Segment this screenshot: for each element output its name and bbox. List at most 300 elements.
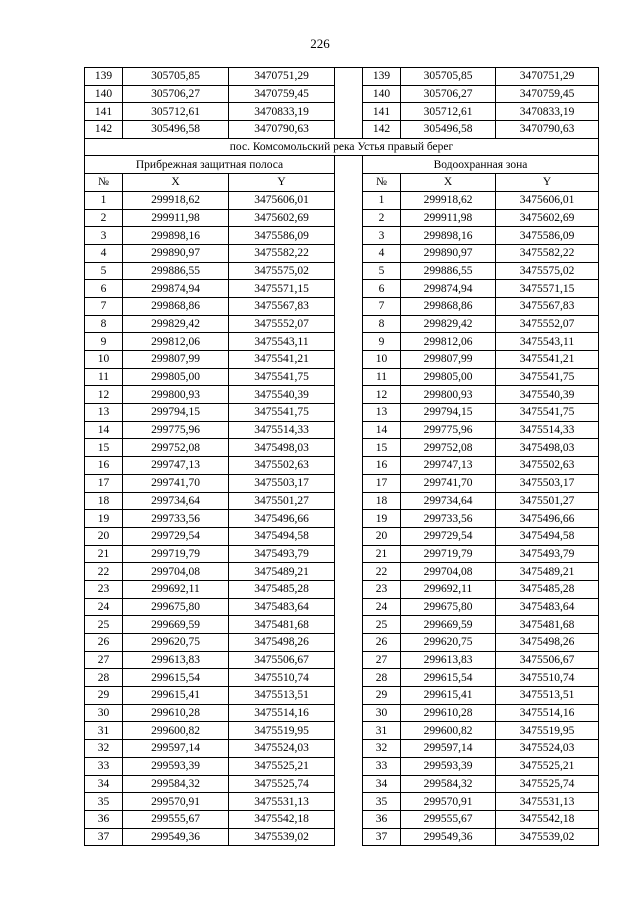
left-y-coordinate-cell: 3475506,67	[229, 651, 335, 669]
table-row	[85, 439, 599, 457]
left-point-number-cell: 139	[85, 68, 123, 86]
left-point-number-cell: 31	[85, 722, 123, 740]
right-point-number-cell: 10	[363, 351, 401, 369]
left-point-number-cell: 16	[85, 457, 123, 475]
left-y-coordinate-cell: 3475541,21	[229, 351, 335, 369]
right-y-coordinate-cell: 3475541,75	[496, 368, 599, 386]
column-gap	[335, 793, 363, 811]
left-point-number-cell: 35	[85, 793, 123, 811]
left-y-coordinate-cell: 3475525,21	[229, 757, 335, 775]
column-gap	[335, 740, 363, 758]
left-x-coordinate-cell: 299719,79	[123, 545, 229, 563]
left-y-coordinate-cell: 3475489,21	[229, 563, 335, 581]
right-point-number-cell: 32	[363, 740, 401, 758]
left-x-coordinate-cell: 299610,28	[123, 704, 229, 722]
right-point-number-cell: 33	[363, 757, 401, 775]
left-point-number-cell: 23	[85, 580, 123, 598]
right-point-number-cell: 3	[363, 227, 401, 245]
table-row	[85, 68, 599, 86]
right-y-coordinate-cell: 3475541,21	[496, 351, 599, 369]
right-x-coordinate-cell: 299615,41	[401, 687, 496, 705]
table-row	[85, 244, 599, 262]
left-x-coordinate-cell: 299775,96	[123, 421, 229, 439]
left-x-coordinate-cell: 305705,85	[123, 68, 229, 86]
column-gap	[335, 244, 363, 262]
left-x-coordinate-cell: 299918,62	[123, 191, 229, 209]
right-y-coordinate-cell: 3470751,29	[496, 68, 599, 86]
table-row	[85, 457, 599, 475]
left-x-coordinate-cell: 299741,70	[123, 474, 229, 492]
left-y-coordinate-cell: 3475567,83	[229, 297, 335, 315]
right-x-coordinate-cell: 299918,62	[401, 191, 496, 209]
table-row	[85, 810, 599, 828]
column-gap	[335, 545, 363, 563]
column-gap	[335, 474, 363, 492]
left-x-coordinate-cell: 299807,99	[123, 351, 229, 369]
left-point-number-cell: 141	[85, 103, 123, 121]
left-y-coordinate-cell: 3475543,11	[229, 333, 335, 351]
table-row	[85, 616, 599, 634]
right-y-coordinate-cell: 3475501,27	[496, 492, 599, 510]
right-x-coordinate-cell: 299733,56	[401, 510, 496, 528]
right-x-coordinate-cell: 299669,59	[401, 616, 496, 634]
column-gap	[335, 333, 363, 351]
left-point-number-cell: 142	[85, 121, 123, 139]
left-y-coordinate-cell: 3475493,79	[229, 545, 335, 563]
left-y-coordinate-cell: 3475524,03	[229, 740, 335, 758]
table-row	[85, 527, 599, 545]
left-point-number-cell: 18	[85, 492, 123, 510]
right-x-coordinate-cell: 299807,99	[401, 351, 496, 369]
column-gap	[335, 103, 363, 121]
left-x-coordinate-cell: 299600,82	[123, 722, 229, 740]
column-gap	[335, 775, 363, 793]
right-point-number-cell: 35	[363, 793, 401, 811]
right-y-coordinate-cell: 3475602,69	[496, 209, 599, 227]
left-zone-title: Прибрежная защитная полоса	[85, 156, 335, 174]
right-point-number-cell: 7	[363, 297, 401, 315]
left-x-coordinate-cell: 299911,98	[123, 209, 229, 227]
table-row	[85, 793, 599, 811]
right-y-coordinate-cell: 3475496,66	[496, 510, 599, 528]
left-y-coordinate-cell: 3475485,28	[229, 580, 335, 598]
left-point-number-cell: 5	[85, 262, 123, 280]
right-y-coordinate-cell: 3475540,39	[496, 386, 599, 404]
column-gap	[335, 368, 363, 386]
left-point-number-cell: 19	[85, 510, 123, 528]
table-row	[85, 333, 599, 351]
left-point-number-cell: 7	[85, 297, 123, 315]
left-point-number-cell: 13	[85, 404, 123, 422]
right-x-coordinate-cell: 299874,94	[401, 280, 496, 298]
left-y-coordinate-cell: 3475571,15	[229, 280, 335, 298]
column-gap	[335, 687, 363, 705]
column-gap	[335, 580, 363, 598]
table-row	[85, 262, 599, 280]
table-row	[85, 740, 599, 758]
left-x-coordinate-cell: 299890,97	[123, 244, 229, 262]
left-y-coordinate-cell: 3475494,58	[229, 527, 335, 545]
left-point-number-cell: 15	[85, 439, 123, 457]
table-row	[85, 103, 599, 121]
right-y-coordinate-cell: 3475525,21	[496, 757, 599, 775]
right-y-coordinate-cell: 3475541,75	[496, 404, 599, 422]
right-y-coordinate-cell: 3475524,03	[496, 740, 599, 758]
right-x-coordinate-cell: 305712,61	[401, 103, 496, 121]
left-y-coordinate-cell: 3475498,03	[229, 439, 335, 457]
right-point-number-cell: 34	[363, 775, 401, 793]
right-point-number-cell: 6	[363, 280, 401, 298]
left-y-coordinate-cell: 3475502,63	[229, 457, 335, 475]
left-x-coordinate-cell: 299733,56	[123, 510, 229, 528]
column-gap	[335, 828, 363, 846]
right-x-coordinate-cell: 299675,80	[401, 598, 496, 616]
right-point-number-cell: 23	[363, 580, 401, 598]
table-row	[85, 598, 599, 616]
right-point-number-cell: 21	[363, 545, 401, 563]
column-gap	[335, 227, 363, 245]
left-point-number-cell: 12	[85, 386, 123, 404]
left-point-number-cell: 14	[85, 421, 123, 439]
right-y-coordinate-cell: 3475498,03	[496, 439, 599, 457]
column-gap	[335, 527, 363, 545]
right-y-coordinate-cell: 3475575,02	[496, 262, 599, 280]
left-x-coordinate-cell: 299555,67	[123, 810, 229, 828]
right-x-coordinate-cell: 299868,86	[401, 297, 496, 315]
right-y-coordinate-cell: 3475510,74	[496, 669, 599, 687]
left-x-header: X	[123, 174, 229, 192]
right-y-coordinate-cell: 3475519,95	[496, 722, 599, 740]
right-y-coordinate-cell: 3475539,02	[496, 828, 599, 846]
right-y-coordinate-cell: 3470759,45	[496, 85, 599, 103]
column-gap	[335, 68, 363, 86]
column-gap	[335, 439, 363, 457]
table-row	[85, 492, 599, 510]
left-y-coordinate-cell: 3475540,39	[229, 386, 335, 404]
right-x-coordinate-cell: 299719,79	[401, 545, 496, 563]
right-point-number-cell: 18	[363, 492, 401, 510]
table-row	[85, 704, 599, 722]
left-y-coordinate-cell: 3470759,45	[229, 85, 335, 103]
table-row	[85, 280, 599, 298]
table-row	[85, 474, 599, 492]
left-y-coordinate-cell: 3475602,69	[229, 209, 335, 227]
right-x-coordinate-cell: 299812,06	[401, 333, 496, 351]
left-x-coordinate-cell: 299613,83	[123, 651, 229, 669]
right-point-number-cell: 12	[363, 386, 401, 404]
right-x-coordinate-cell: 299800,93	[401, 386, 496, 404]
column-gap	[335, 722, 363, 740]
column-gap	[335, 156, 363, 174]
table-row	[85, 368, 599, 386]
right-y-coordinate-cell: 3475489,21	[496, 563, 599, 581]
left-y-coordinate-cell: 3475531,13	[229, 793, 335, 811]
left-x-coordinate-cell: 299729,54	[123, 527, 229, 545]
right-x-coordinate-cell: 299555,67	[401, 810, 496, 828]
right-y-coordinate-cell: 3475483,64	[496, 598, 599, 616]
table-row	[85, 757, 599, 775]
right-y-header: Y	[496, 174, 599, 192]
column-header-row	[85, 174, 599, 192]
column-gap	[335, 757, 363, 775]
right-point-number-cell: 15	[363, 439, 401, 457]
right-point-number-cell: 31	[363, 722, 401, 740]
left-x-coordinate-cell: 299615,41	[123, 687, 229, 705]
left-x-coordinate-cell: 299868,86	[123, 297, 229, 315]
column-gap	[335, 85, 363, 103]
right-x-coordinate-cell: 299886,55	[401, 262, 496, 280]
left-y-coordinate-cell: 3475575,02	[229, 262, 335, 280]
left-x-coordinate-cell: 299570,91	[123, 793, 229, 811]
column-gap	[335, 191, 363, 209]
column-gap	[335, 598, 363, 616]
table-row	[85, 828, 599, 846]
zone-title-row	[85, 156, 599, 174]
table-row	[85, 227, 599, 245]
left-x-coordinate-cell: 299704,08	[123, 563, 229, 581]
right-y-coordinate-cell: 3475525,74	[496, 775, 599, 793]
right-x-coordinate-cell: 299911,98	[401, 209, 496, 227]
left-y-coordinate-cell: 3470833,19	[229, 103, 335, 121]
right-point-number-cell: 4	[363, 244, 401, 262]
left-x-coordinate-cell: 299593,39	[123, 757, 229, 775]
left-number-header: №	[85, 174, 123, 192]
left-point-number-cell: 24	[85, 598, 123, 616]
left-point-number-cell: 140	[85, 85, 123, 103]
left-y-coordinate-cell: 3475541,75	[229, 368, 335, 386]
left-point-number-cell: 27	[85, 651, 123, 669]
right-y-coordinate-cell: 3475503,17	[496, 474, 599, 492]
column-gap	[335, 669, 363, 687]
left-x-coordinate-cell: 299615,54	[123, 669, 229, 687]
left-x-coordinate-cell: 299584,32	[123, 775, 229, 793]
right-x-coordinate-cell: 299890,97	[401, 244, 496, 262]
table-row	[85, 297, 599, 315]
right-zone-title: Водоохранная зона	[363, 156, 599, 174]
left-y-coordinate-cell: 3475586,09	[229, 227, 335, 245]
column-gap	[335, 492, 363, 510]
right-y-coordinate-cell: 3475513,51	[496, 687, 599, 705]
left-x-coordinate-cell: 299669,59	[123, 616, 229, 634]
table-row	[85, 687, 599, 705]
right-point-number-cell: 139	[363, 68, 401, 86]
right-y-coordinate-cell: 3475582,22	[496, 244, 599, 262]
right-x-coordinate-cell: 299593,39	[401, 757, 496, 775]
right-x-coordinate-cell: 299829,42	[401, 315, 496, 333]
right-x-coordinate-cell: 299570,91	[401, 793, 496, 811]
coordinates-table-body	[85, 68, 599, 846]
column-gap	[335, 421, 363, 439]
left-point-number-cell: 6	[85, 280, 123, 298]
left-point-number-cell: 17	[85, 474, 123, 492]
column-gap	[335, 634, 363, 652]
left-point-number-cell: 1	[85, 191, 123, 209]
coordinates-table	[84, 67, 599, 846]
left-point-number-cell: 25	[85, 616, 123, 634]
right-x-coordinate-cell: 299620,75	[401, 634, 496, 652]
left-x-coordinate-cell: 299898,16	[123, 227, 229, 245]
left-y-coordinate-cell: 3475503,17	[229, 474, 335, 492]
left-point-number-cell: 4	[85, 244, 123, 262]
page-number: 226	[310, 36, 330, 51]
column-gap	[335, 121, 363, 139]
left-y-coordinate-cell: 3475542,18	[229, 810, 335, 828]
left-y-coordinate-cell: 3475552,07	[229, 315, 335, 333]
right-x-coordinate-cell: 299898,16	[401, 227, 496, 245]
left-y-coordinate-cell: 3475539,02	[229, 828, 335, 846]
right-point-number-cell: 20	[363, 527, 401, 545]
right-point-number-cell: 9	[363, 333, 401, 351]
right-x-coordinate-cell: 299775,96	[401, 421, 496, 439]
section-title-row	[85, 138, 599, 156]
column-gap	[335, 651, 363, 669]
left-point-number-cell: 34	[85, 775, 123, 793]
right-x-coordinate-cell: 299704,08	[401, 563, 496, 581]
right-point-number-cell: 36	[363, 810, 401, 828]
right-y-coordinate-cell: 3475606,01	[496, 191, 599, 209]
table-row	[85, 421, 599, 439]
left-point-number-cell: 36	[85, 810, 123, 828]
right-point-number-cell: 11	[363, 368, 401, 386]
table-row	[85, 545, 599, 563]
left-x-coordinate-cell: 299752,08	[123, 439, 229, 457]
right-x-coordinate-cell: 299692,11	[401, 580, 496, 598]
left-x-coordinate-cell: 299692,11	[123, 580, 229, 598]
right-x-coordinate-cell: 299805,00	[401, 368, 496, 386]
right-y-coordinate-cell: 3475514,33	[496, 421, 599, 439]
right-y-coordinate-cell: 3470790,63	[496, 121, 599, 139]
left-y-coordinate-cell: 3475582,22	[229, 244, 335, 262]
table-row	[85, 121, 599, 139]
left-y-coordinate-cell: 3475519,95	[229, 722, 335, 740]
right-y-coordinate-cell: 3475543,11	[496, 333, 599, 351]
right-x-coordinate-cell: 299729,54	[401, 527, 496, 545]
right-x-coordinate-cell: 299741,70	[401, 474, 496, 492]
right-point-number-cell: 2	[363, 209, 401, 227]
right-point-number-cell: 28	[363, 669, 401, 687]
right-x-coordinate-cell: 299615,54	[401, 669, 496, 687]
column-gap	[335, 510, 363, 528]
left-point-number-cell: 21	[85, 545, 123, 563]
left-x-coordinate-cell: 299800,93	[123, 386, 229, 404]
right-point-number-cell: 5	[363, 262, 401, 280]
table-row	[85, 722, 599, 740]
left-y-coordinate-cell: 3475513,51	[229, 687, 335, 705]
column-gap	[335, 297, 363, 315]
left-x-coordinate-cell: 305712,61	[123, 103, 229, 121]
column-gap	[335, 563, 363, 581]
right-x-coordinate-cell: 299613,83	[401, 651, 496, 669]
left-y-coordinate-cell: 3475606,01	[229, 191, 335, 209]
right-x-coordinate-cell: 305705,85	[401, 68, 496, 86]
right-x-coordinate-cell: 299597,14	[401, 740, 496, 758]
right-y-coordinate-cell: 3475567,83	[496, 297, 599, 315]
table-row	[85, 580, 599, 598]
right-point-number-cell: 13	[363, 404, 401, 422]
right-point-number-cell: 1	[363, 191, 401, 209]
left-point-number-cell: 33	[85, 757, 123, 775]
left-y-coordinate-cell: 3475514,33	[229, 421, 335, 439]
left-y-coordinate-cell: 3470751,29	[229, 68, 335, 86]
left-point-number-cell: 26	[85, 634, 123, 652]
right-y-coordinate-cell: 3475502,63	[496, 457, 599, 475]
left-x-coordinate-cell: 299549,36	[123, 828, 229, 846]
table-row	[85, 669, 599, 687]
right-y-coordinate-cell: 3475586,09	[496, 227, 599, 245]
column-gap	[335, 810, 363, 828]
right-point-number-cell: 140	[363, 85, 401, 103]
table-row	[85, 191, 599, 209]
left-y-coordinate-cell: 3475496,66	[229, 510, 335, 528]
right-y-coordinate-cell: 3475493,79	[496, 545, 599, 563]
left-y-header: Y	[229, 174, 335, 192]
table-row	[85, 315, 599, 333]
left-point-number-cell: 29	[85, 687, 123, 705]
right-point-number-cell: 30	[363, 704, 401, 722]
left-x-coordinate-cell: 305496,58	[123, 121, 229, 139]
right-x-coordinate-cell: 299747,13	[401, 457, 496, 475]
left-point-number-cell: 2	[85, 209, 123, 227]
table-row	[85, 510, 599, 528]
column-gap	[335, 174, 363, 192]
right-point-number-cell: 29	[363, 687, 401, 705]
column-gap	[335, 404, 363, 422]
left-x-coordinate-cell: 299675,80	[123, 598, 229, 616]
right-point-number-cell: 142	[363, 121, 401, 139]
left-x-coordinate-cell: 299734,64	[123, 492, 229, 510]
table-row	[85, 386, 599, 404]
left-y-coordinate-cell: 3475514,16	[229, 704, 335, 722]
right-y-coordinate-cell: 3475498,26	[496, 634, 599, 652]
right-point-number-cell: 22	[363, 563, 401, 581]
left-x-coordinate-cell: 305706,27	[123, 85, 229, 103]
right-point-number-cell: 8	[363, 315, 401, 333]
right-point-number-cell: 25	[363, 616, 401, 634]
column-gap	[335, 351, 363, 369]
column-gap	[335, 209, 363, 227]
right-point-number-cell: 17	[363, 474, 401, 492]
left-point-number-cell: 3	[85, 227, 123, 245]
right-point-number-cell: 16	[363, 457, 401, 475]
right-y-coordinate-cell: 3475571,15	[496, 280, 599, 298]
left-y-coordinate-cell: 3475481,68	[229, 616, 335, 634]
right-point-number-cell: 37	[363, 828, 401, 846]
table-row	[85, 775, 599, 793]
left-point-number-cell: 9	[85, 333, 123, 351]
right-x-coordinate-cell: 299734,64	[401, 492, 496, 510]
right-point-number-cell: 141	[363, 103, 401, 121]
column-gap	[335, 315, 363, 333]
left-x-coordinate-cell: 299794,15	[123, 404, 229, 422]
column-gap	[335, 386, 363, 404]
left-x-coordinate-cell: 299874,94	[123, 280, 229, 298]
right-point-number-cell: 14	[363, 421, 401, 439]
left-point-number-cell: 28	[85, 669, 123, 687]
left-y-coordinate-cell: 3475498,26	[229, 634, 335, 652]
right-x-coordinate-cell: 299794,15	[401, 404, 496, 422]
right-x-coordinate-cell: 299549,36	[401, 828, 496, 846]
left-y-coordinate-cell: 3475541,75	[229, 404, 335, 422]
left-x-coordinate-cell: 299886,55	[123, 262, 229, 280]
right-y-coordinate-cell: 3475531,13	[496, 793, 599, 811]
left-point-number-cell: 11	[85, 368, 123, 386]
right-y-coordinate-cell: 3470833,19	[496, 103, 599, 121]
right-y-coordinate-cell: 3475481,68	[496, 616, 599, 634]
right-point-number-cell: 24	[363, 598, 401, 616]
column-gap	[335, 616, 363, 634]
right-x-coordinate-cell: 299752,08	[401, 439, 496, 457]
table-row	[85, 651, 599, 669]
